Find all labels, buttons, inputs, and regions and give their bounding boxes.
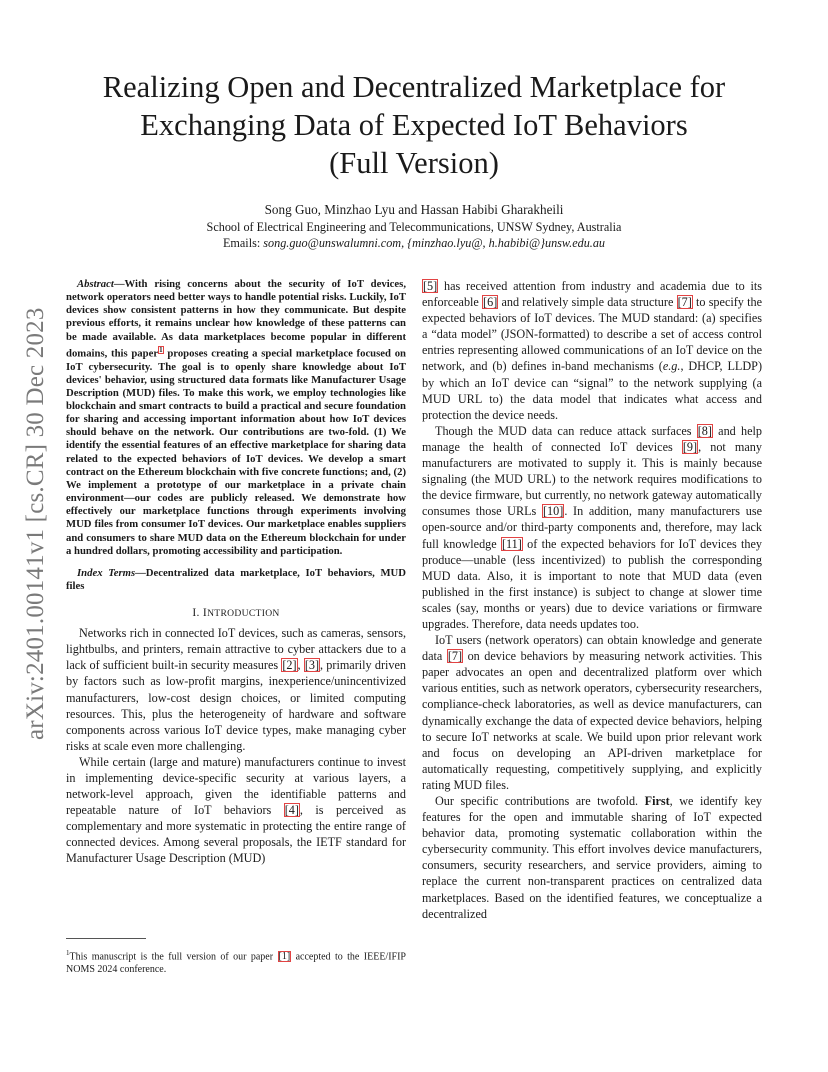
citation-link[interactable]: [9]: [682, 439, 698, 454]
index-terms-text: —Decentralized data marketplace, IoT behaviors, MUD files: [66, 566, 406, 592]
affiliation: School of Electrical Engineering and Telecommunications, UNSW Sydney, Australia: [206, 220, 622, 234]
footnote-ref[interactable]: 1: [159, 345, 163, 354]
left-column: [66, 278, 406, 867]
citation-link[interactable]: [1]: [278, 951, 291, 963]
authors: Song Guo, Minzhao Lyu and Hassan Habibi Gharakheili: [264, 202, 564, 217]
footnote-rule: [66, 938, 146, 939]
footnote-number: 1: [66, 949, 70, 957]
text: This manuscript is the full version of our paper: [69, 951, 278, 963]
citation-link[interactable]: [5]: [423, 279, 438, 293]
paragraph: [422, 423, 762, 632]
email-link[interactable]: {minzhao.lyu@, h.habibi@}unsw.edu.au: [407, 236, 606, 250]
text: . In addition, many manufacturers use open-source and/or third-party components and, therefore, may lack full knowledge: [422, 504, 762, 551]
text: accepted to the IEEE/IFIP NOMS 2024 conference.: [66, 951, 406, 975]
text: , DHCP, LLDP) by which an IoT device can “signal” to the network supplying (a MUD URL to) the data model that indicates what access and protection the device needs.: [422, 359, 763, 422]
citation-link[interactable]: [6]: [483, 295, 498, 310]
text: on device behaviors by measuring network activities. This paper advocates an open and decentralized platform over which various entities, such as network operators, cybersecurity researchers, compliance-check laboratories, as well as device manufacturers, can dynamically exchange the data of expected device behaviors, helping to secure IoT networks at scale. We build upon prior relevant work and focus on developing an API-driven marketplace for automatically requesting, competitively supplying, and explicitly rating MUD files.: [422, 649, 762, 792]
index-terms-label: Index Terms: [77, 566, 136, 579]
text: IoT users (network operators) can obtain knowledge and generate data: [422, 633, 762, 664]
email-link[interactable]: song.guo@unswalumni.com,: [263, 236, 405, 250]
section-rest: NTRODUCTION: [207, 608, 280, 620]
paragraph: [422, 632, 762, 793]
text: e.g.: [662, 359, 681, 374]
citation-link[interactable]: [7]: [447, 649, 463, 664]
emails: [60, 236, 768, 251]
text: Our specific contributions are twofold.: [435, 794, 645, 808]
abstract-text: proposes creating a special marketplace focused on IoT cybersecurity. The goal is to openly share knowledge about IoT devices' behavior, using structured data formats like Manufacturer Usage Description (MUD) files. To make this work, we employ technologies like blockchain and smart contracts to build a practical and secure foundation for sharing and accessing important information about how IoT devices should behave on the network. Our contributions are two-fold. (1) We identify the essential features of an effective marketplace for sharing data related to the expected behaviors of IoT devices. We develop a smart contract on the Ethereum blockchain with five concrete functions; and, (2) We implement a prototype of our marketplace in a private chain environment—our codes are publicly released. We demonstrate how effectively our marketplace functions through experiments involving MUD files from consumer IoT devices. Our marketplace enables suppliers and consumers to share MUD data on the Ethereum blockchain for under a hundred dollars, promoting accessibility and participation.: [66, 347, 406, 557]
text: of the expected behaviors for IoT devices they produce—unable (less incentivized) to publish the corresponding MUD data. Also, it is important to note that MUD data (even published in the first instance) is subject to change at slower time scales (say, months or years) due to device variations or firmware upgrades. Therefore, data needs updates too.: [422, 536, 762, 631]
footnote: [66, 947, 406, 976]
title-line: (Full Version): [329, 146, 499, 180]
index-terms: [66, 567, 406, 593]
emails-label: Emails:: [222, 236, 261, 250]
text: has received attention from industry and academia due to its enforceable: [422, 279, 762, 310]
section-number: I.: [192, 606, 203, 620]
citation-link[interactable]: [2]: [282, 658, 297, 673]
citation-link[interactable]: [3]: [304, 658, 320, 673]
citation-link[interactable]: [10]: [543, 504, 564, 519]
paragraph: [422, 793, 762, 922]
title-line: Realizing Open and Decentralized Marketplace for: [102, 70, 726, 104]
text: First: [644, 794, 670, 808]
citation-link[interactable]: [11]: [501, 536, 522, 551]
text: , is perceived as complementary and more systematic in protecting the entire range of connected devices. Among several proposals, the IETF standard for Manufacturer Usage Description (MUD): [66, 803, 406, 866]
citation-link[interactable]: [8]: [697, 423, 712, 438]
abstract-label: Abstract: [77, 278, 114, 290]
paragraph: [66, 754, 406, 867]
arxiv-identifier[interactable]: arXiv:2401.00141v1 [cs.CR] 30 Dec 2023: [22, 307, 49, 740]
paragraph: [422, 278, 762, 423]
citation-link[interactable]: [7]: [677, 295, 692, 310]
paragraph: [66, 625, 406, 754]
text: , not many manufacturers are motivated to supply it. This is mainly because signaling (the MUD URL) to the network requires modifications to the device firmware, but currently, no network gateway automatically consumes those URLs: [422, 439, 762, 519]
text: ,: [297, 658, 304, 673]
paper-title: [60, 68, 768, 182]
text: , primarily driven by factors such as low-profit margins, inexperience/unincentivized manufacturers, low-cost design choices, or limited computing resources. This, plus the heterogeneity of hardware and software components across various IoT device types, make managing cyber risks at scale even more challenging.: [66, 658, 406, 753]
text: to specify the expected behaviors of IoT devices. The MUD standard: (a) specifies a “data model” (JSON-formatted) to describe a set of access control entries representing allowed communications of an IoT device on the network, and (b) defines in-band mechanisms (: [422, 295, 762, 374]
text: Though the MUD data can reduce attack surfaces: [435, 423, 697, 438]
abstract: [66, 278, 406, 558]
right-column: [422, 278, 762, 922]
citation-link[interactable]: [4]: [284, 803, 299, 818]
title-line: Exchanging Data of Expected IoT Behaviors: [140, 108, 688, 142]
section-initial: I: [202, 606, 208, 620]
text: and help manage the health of connected IoT devices: [422, 423, 762, 454]
text: and relatively simple data structure: [498, 295, 677, 310]
section-heading: [66, 606, 406, 619]
text: , we identify key features for the open and immutable sharing of IoT expected behavior data, promoting systematic collaboration within the cybersecurity community. This effort involves device manufacturers, consumers, security researchers, and service providers, aiming to replace the current non-transparent practices on centralized data marketplaces. Based on the identified features, we conceptualize a decentralized: [422, 794, 762, 921]
text: Networks rich in connected IoT devices, such as cameras, sensors, lightbulbs, and printers, remain attractive to cyber attackers due to a lack of sufficient built-in security measures: [66, 626, 406, 673]
abstract-text: —With rising concerns about the security of IoT devices, network operators need better ways to handle potential risks. Luckily, IoT devices show consistent patterns in how they communicate. But despite previous efforts, it remains unclear how knowledge of these patterns can be made available. As data marketplaces become popular in different domains, this paper: [66, 278, 406, 360]
text: While certain (large and mature) manufacturers continue to invest in implementing device-specific security at various layers, a network-level approach, given the identifiable patterns and repeatable nature of IoT behaviors: [66, 754, 406, 818]
